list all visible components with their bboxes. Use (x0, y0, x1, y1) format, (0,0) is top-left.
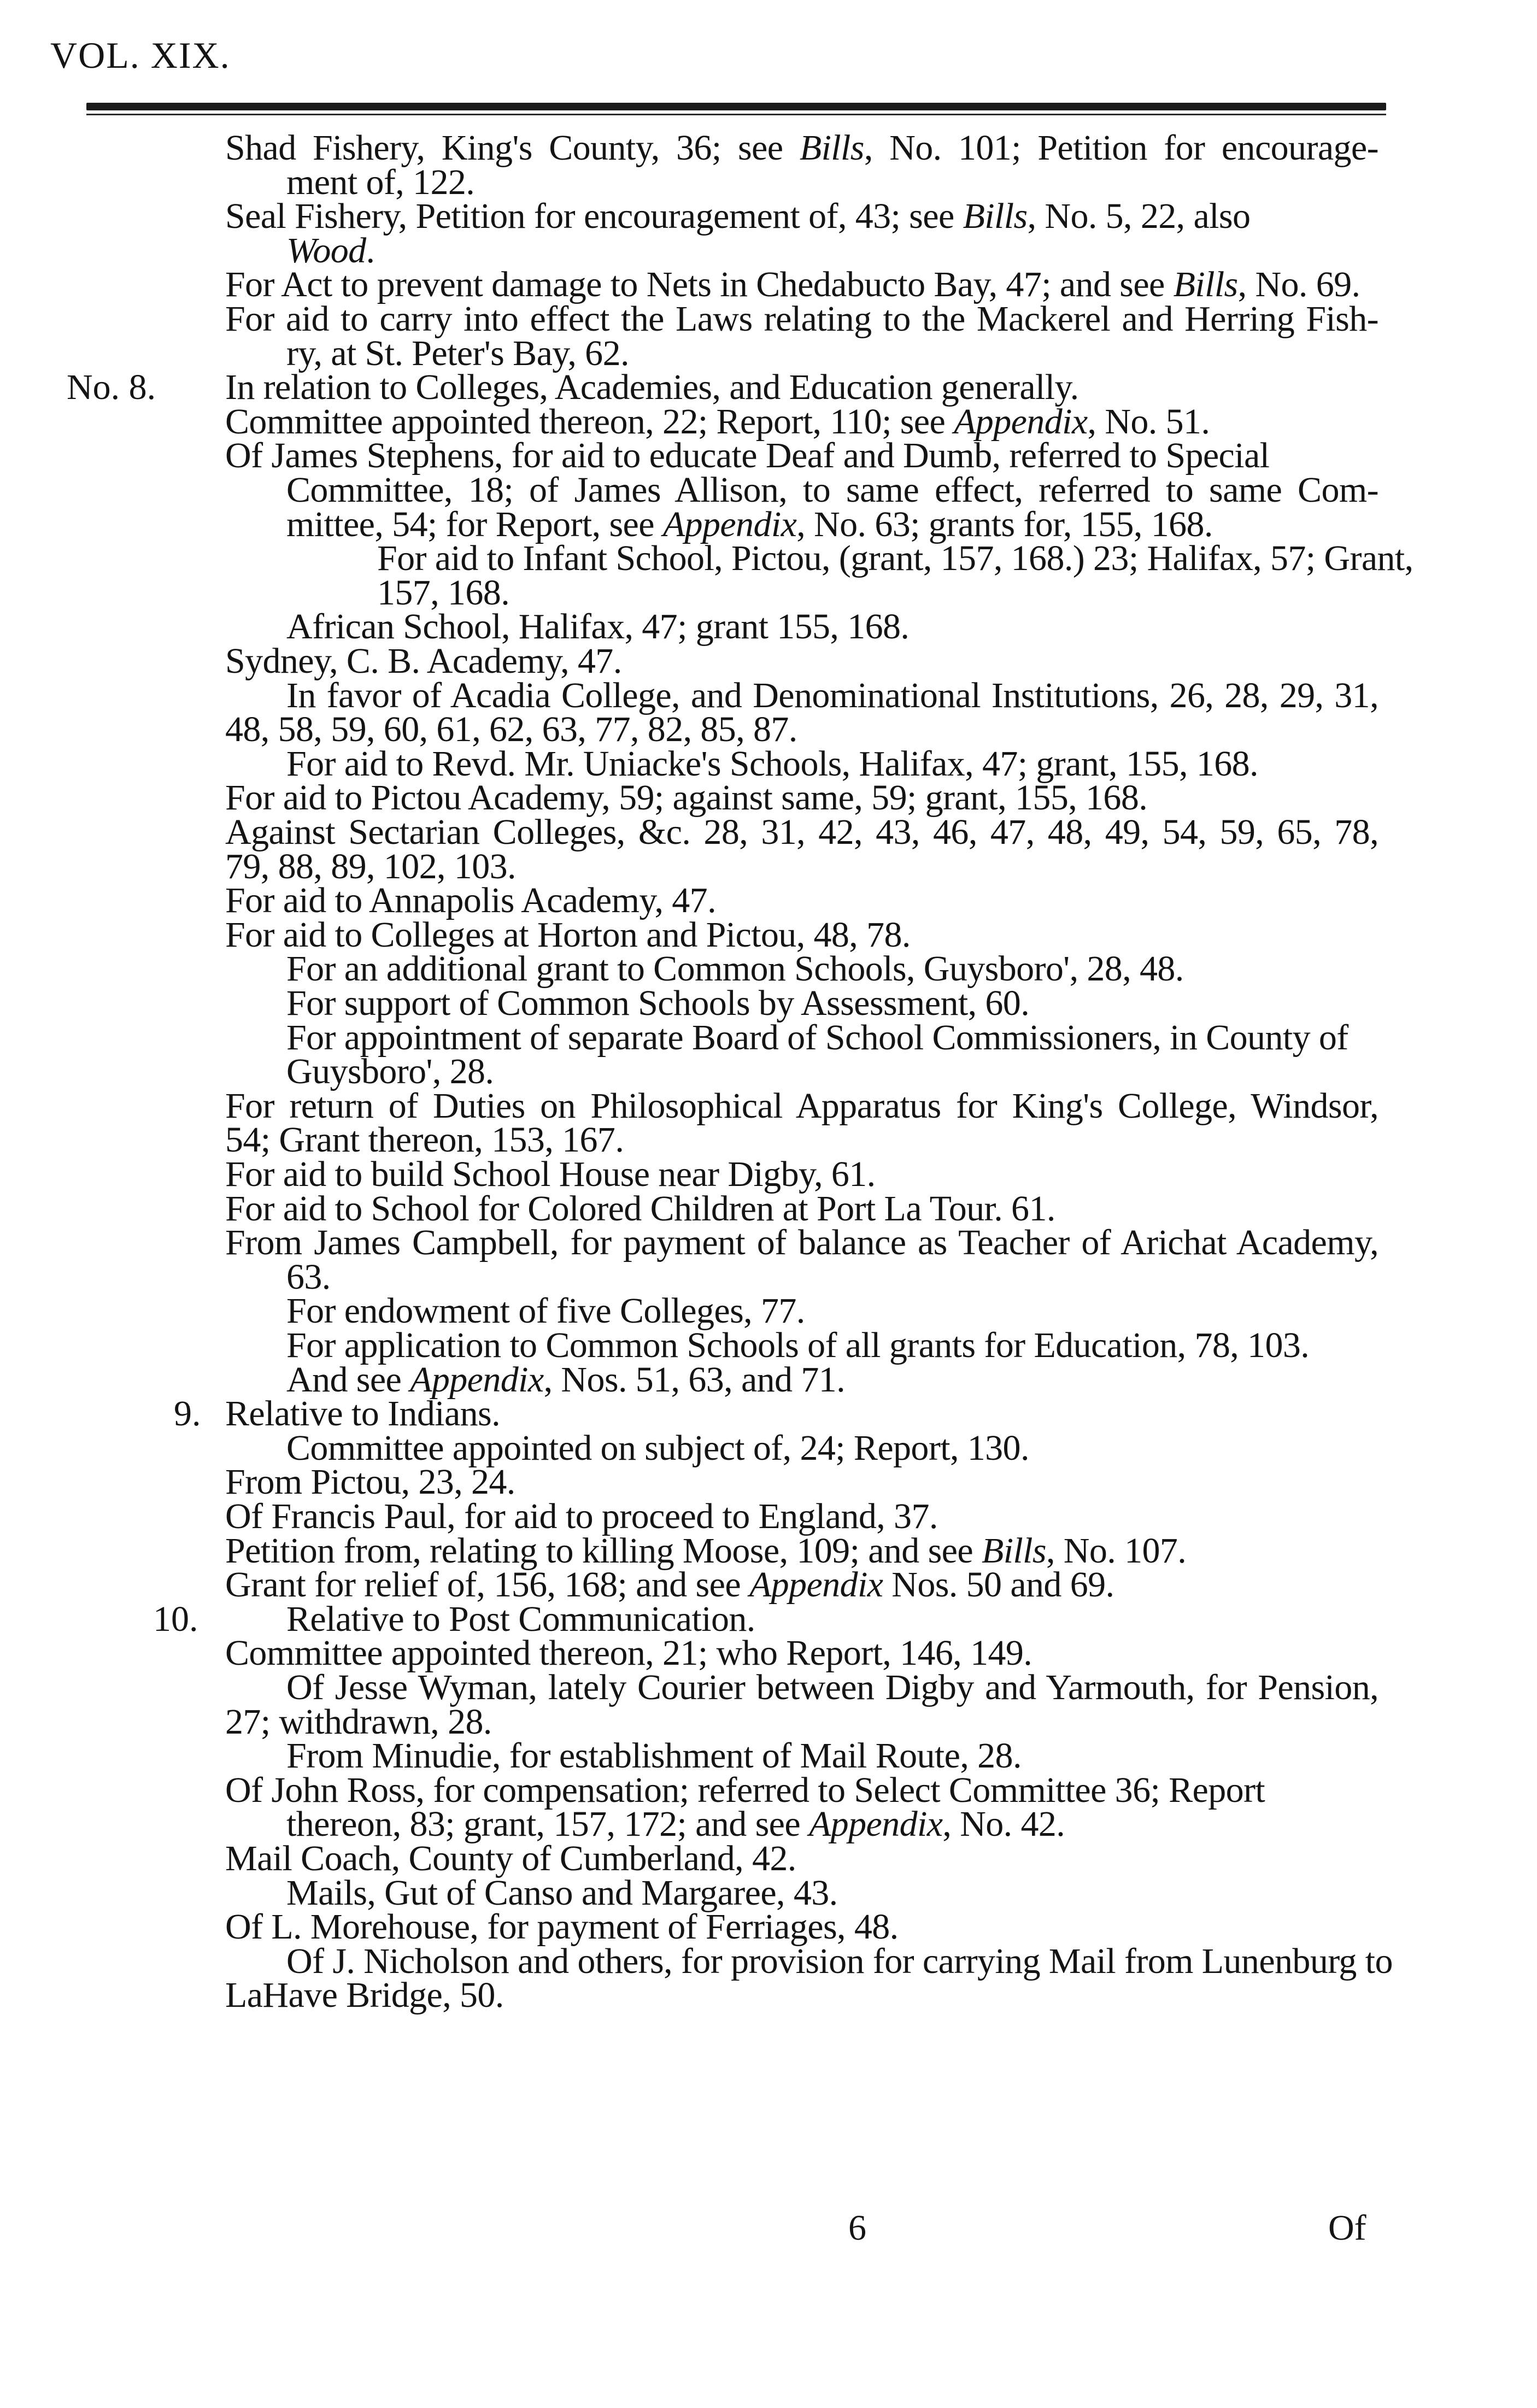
index-line: Of L. Morehouse, for payment of Ferriages, 48. (225, 1907, 899, 1947)
index-line: For return of Duties on Philosophical Apparatus for King's College, Windsor, (225, 1085, 1378, 1126)
index-line: Committee appointed thereon, 21; who Report, 146, 149. (225, 1633, 1033, 1673)
index-line: 79, 88, 89, 102, 103. (225, 846, 516, 886)
index-line: thereon, 83; grant, 157, 172; and see Appendix, No. 42. (286, 1804, 1065, 1845)
index-line: For an additional grant to Common Schools, Guysboro', 28, 48. (286, 949, 1184, 989)
index-line: Of Jesse Wyman, lately Courier between Digby and Yarmouth, for Pension, (286, 1667, 1378, 1707)
index-line: Shad Fishery, King's County, 36; see Bills, No. 101; Petition for encourage- (225, 128, 1378, 168)
index-line: Wood. (286, 230, 375, 271)
index-line: LaHave Bridge, 50. (225, 1975, 504, 2016)
index-line: Seal Fishery, Petition for encouragement of, 43; see Bills, No. 5, 22, also (225, 196, 1251, 237)
index-line: ment of, 122. (286, 162, 475, 202)
running-head: VOL. XIX. (50, 34, 231, 76)
index-line: Of Francis Paul, for aid to proceed to England, 37. (225, 1496, 938, 1536)
index-line: From Pictou, 23, 24. (225, 1462, 515, 1502)
index-line: For aid to Revd. Mr. Uniacke's Schools, Halifax, 47; grant, 155, 168. (286, 743, 1258, 784)
index-line: For application to Common Schools of all grants for Education, 78, 103. (286, 1325, 1310, 1365)
index-line: In relation to Colleges, Academies, and Education generally. (225, 367, 1079, 408)
index-line: Guysboro', 28. (286, 1052, 494, 1092)
section-number: No. 8. (67, 367, 156, 408)
index-line: For aid to build School House near Digby, 61. (225, 1154, 876, 1194)
index-line: ry, at St. Peter's Bay, 62. (286, 333, 629, 373)
index-line: 63. (286, 1256, 331, 1297)
index-line: For aid to Colleges at Horton and Pictou, 48, 78. (225, 914, 911, 955)
section-number: 9. (174, 1394, 201, 1434)
index-line: Mail Coach, County of Cumberland, 42. (225, 1839, 796, 1878)
index-line: For aid to Pictou Academy, 59; against same, 59; grant, 155, 168. (225, 778, 1148, 818)
header-rule (86, 103, 1386, 110)
index-line: Mails, Gut of Canso and Margaree, 43. (286, 1872, 838, 1913)
index-line: For aid to Infant School, Pictou, (grant, 157, 168.) 23; Halifax, 57; Grant, (377, 538, 1413, 579)
header-rule-thin (86, 114, 1386, 115)
index-line: Committee, 18; of James Allison, to same effect, referred to same Com- (286, 470, 1378, 510)
index-line: Committee appointed on subject of, 24; Report, 130. (286, 1428, 1029, 1468)
index-line: For endowment of five Colleges, 77. (286, 1291, 805, 1331)
index-line: For support of Common Schools by Assessment, 60. (286, 983, 1030, 1023)
index-line: For aid to carry into effect the Laws relating to the Mackerel and Herring Fish- (225, 299, 1378, 339)
index-line: For aid to School for Colored Children at Port La Tour. 61. (225, 1188, 1055, 1229)
index-line: 157, 168. (377, 572, 510, 613)
index-line: mittee, 54; for Report, see Appendix, No. 63; grants for, 155, 168. (286, 504, 1213, 544)
index-line: African School, Halifax, 47; grant 155, 168. (286, 607, 910, 647)
index-line: 48, 58, 59, 60, 61, 62, 63, 77, 82, 85, 87. (225, 709, 797, 750)
index-line: Sydney, C. B. Academy, 47. (225, 641, 622, 681)
index-line: Of John Ross, for compensation; referred to Select Committee 36; Report (225, 1770, 1265, 1810)
section-number: 10. (153, 1599, 198, 1639)
index-line: From Minudie, for establishment of Mail Route, 28. (286, 1736, 1022, 1776)
index-line: For appointment of separate Board of School Commissioners, in County of (286, 1017, 1348, 1058)
index-line: Of James Stephens, for aid to educate Deaf and Dumb, referred to Special (225, 436, 1270, 476)
index-line: Relative to Indians. (225, 1394, 501, 1434)
index-line: For Act to prevent damage to Nets in Chedabucto Bay, 47; and see Bills, No. 69. (225, 265, 1360, 305)
index-line: Relative to Post Communication. (286, 1599, 755, 1639)
index-line: From James Campbell, for payment of balance as Teacher of Arichat Academy, (225, 1223, 1378, 1263)
index-line: Petition from, relating to killing Moose, 109; and see Bills, No. 107. (225, 1530, 1187, 1571)
catchword: Of (1328, 2208, 1366, 2248)
index-line: Against Sectarian Colleges, &c. 28, 31, 42, 43, 46, 47, 48, 49, 54, 59, 65, 78, (225, 812, 1378, 852)
index-line: 27; withdrawn, 28. (225, 1701, 492, 1742)
index-line: Grant for relief of, 156, 168; and see Appendix Nos. 50 and 69. (225, 1565, 1114, 1605)
index-line: For aid to Annapolis Academy, 47. (225, 880, 716, 921)
index-line: 54; Grant thereon, 153, 167. (225, 1120, 624, 1160)
index-line: In favor of Acadia College, and Denominational Institutions, 26, 28, 29, 31, (286, 675, 1378, 715)
index-line: Of J. Nicholson and others, for provision for carrying Mail from Lunenburg to (286, 1941, 1393, 1981)
page-number: 6 (848, 2208, 866, 2248)
index-line: And see Appendix, Nos. 51, 63, and 71. (286, 1359, 846, 1400)
index-line: Committee appointed thereon, 22; Report, 110; see Appendix, No. 51. (225, 401, 1210, 442)
